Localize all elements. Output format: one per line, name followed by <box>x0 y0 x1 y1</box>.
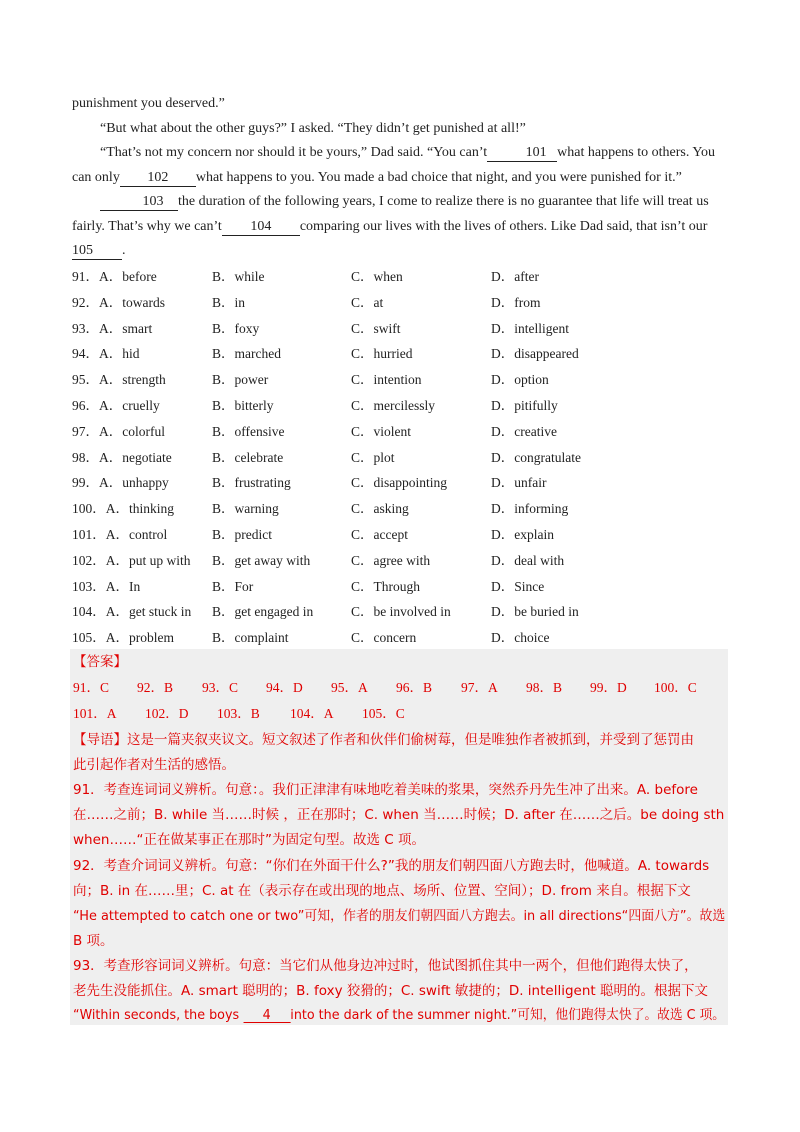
option-row-103 <box>72 574 732 600</box>
option-d: D．choice <box>491 630 550 646</box>
passage-line: can only 102 what happens to you. You made a bad choice that night, and you were punished for it.” <box>72 169 682 185</box>
passage-paragraph: “That’s not my concern nor should it be yours,” Dad said. “You can’t 101 what happens to others. You <box>100 145 716 160</box>
option-b: B．get engaged in <box>212 604 314 620</box>
option-row-100 <box>72 496 732 522</box>
option-a: 104．A．get stuck in <box>72 604 192 620</box>
answer-item: 105．C <box>362 706 405 721</box>
option-a: 92．A．towards <box>72 294 165 310</box>
option-c: C．Through <box>351 578 420 594</box>
option-row-97 <box>72 419 732 445</box>
explanation-line: 老先生没能抓住。A. smart 聪明的；B. foxy 狡猾的；C. swift 敏捷的；D. intelligent 聪明的。根据下文 <box>73 983 708 999</box>
answer-item: 103．B <box>217 706 260 721</box>
option-b: B．bitterly <box>212 397 274 413</box>
option-b: B．while <box>212 269 265 284</box>
blank-105: 105 <box>72 242 122 260</box>
options-list <box>72 264 732 651</box>
option-b: B．complaint <box>212 630 289 646</box>
answer-item: 104．A <box>290 706 334 721</box>
option-b: B．predict <box>212 526 272 542</box>
option-c: C．hurried <box>351 346 413 362</box>
option-row-104 <box>72 599 732 625</box>
option-c: C．asking <box>351 501 409 517</box>
option-d: D．explain <box>491 526 554 542</box>
answer-row-2 <box>73 703 405 725</box>
answer-item: 96．B <box>396 680 433 695</box>
option-b: B．power <box>212 372 269 388</box>
option-b: B．For <box>212 578 254 594</box>
option-a: 100．A．thinking <box>72 501 175 517</box>
option-row-94 <box>72 341 732 367</box>
passage-line: fairly. That’s why we can’t 104 comparing our lives with the lives of others. Like Dad said, that isn’t our <box>72 218 708 234</box>
option-a: 97．A．colorful <box>72 423 165 439</box>
answer-row-1 <box>73 677 697 699</box>
option-a: 98．A．negotiate <box>72 449 172 465</box>
option-a: 99．A．unhappy <box>72 475 169 491</box>
option-c: C．agree with <box>351 552 431 568</box>
option-a: 91．A．before <box>72 269 157 284</box>
option-row-99 <box>72 470 732 496</box>
option-d: D．after <box>491 269 539 284</box>
option-d: D．intelligent <box>491 320 569 336</box>
guide-line: 【导语】这是一篇夹叙夹议文。短文叙述了作者和伙伴们偷树莓，但是唯独作者被抓到，并受到了惩罚由 <box>73 732 694 748</box>
option-a: 102．A．put up with <box>72 552 191 568</box>
blank-103: 103 <box>100 193 178 211</box>
option-d: D．disappeared <box>491 346 579 362</box>
answer-item: 91．C <box>73 680 110 695</box>
option-row-95 <box>72 367 732 393</box>
explanation-line: 91．考查连词词义辨析。句意：。我们正津津有味地吃着美味的浆果，突然乔丹先生冲了出来。A. before <box>73 782 698 798</box>
option-a: 93．A．smart <box>72 320 153 336</box>
blank-101: 101 <box>487 144 557 162</box>
guide-line: 此引起作者对生活的感悟。 <box>73 757 235 773</box>
answer-item: 102．D <box>145 706 189 721</box>
option-c: C．at <box>351 294 384 310</box>
passage-line: 105 . <box>72 243 126 258</box>
option-row-93 <box>72 316 732 342</box>
explanation-line: 在……之前；B. while 当……时候 ，正在那时；C. when 当……时候；D. after 在……之后。be doing sth <box>73 807 725 823</box>
option-row-91 <box>72 264 732 290</box>
option-d: D．option <box>491 372 549 388</box>
option-c: C．violent <box>351 423 411 439</box>
explanation-line: B 项。 <box>73 933 114 949</box>
option-b: B．offensive <box>212 423 285 439</box>
option-b: B．celebrate <box>212 449 284 465</box>
answer-item: 93．C <box>202 680 239 695</box>
option-a: 105．A．problem <box>72 630 174 646</box>
option-a: 95．A．strength <box>72 372 166 388</box>
option-d: D．Since <box>491 578 545 594</box>
option-c: C．disappointing <box>351 475 448 491</box>
passage-text <box>72 92 730 264</box>
answer-section <box>70 649 728 1025</box>
explanation-line: “He attempted to catch one or two”可知，作者的朋友们朝四面八方跑去。in all directions“四面八方”。故选 <box>73 908 726 924</box>
answer-item: 97．A <box>461 680 498 695</box>
blank-104: 104 <box>222 218 300 236</box>
answer-item: 92．B <box>137 680 174 695</box>
option-row-105 <box>72 625 732 651</box>
option-c: C．mercilessly <box>351 397 435 413</box>
blank-102: 102 <box>120 169 196 187</box>
explanation-line: 向；B. in 在……里；C. at 在（表示存在或出现的地点、场所、位置、空间）；D. from 来自。根据下文 <box>73 883 691 899</box>
option-c: C．plot <box>351 449 395 465</box>
explanation-line: 92．考查介词词义辨析。句意：“你们在外面干什么?”我的朋友们朝四面八方跑去时，他喊道。A. towards <box>73 858 710 874</box>
option-b: B．foxy <box>212 320 260 336</box>
passage-line: punishment you deserved.” <box>72 96 225 111</box>
option-c: C．be involved in <box>351 604 451 620</box>
answer-item: 100．C <box>654 680 697 695</box>
option-a: 94．A．hid <box>72 346 140 362</box>
answer-item: 98．B <box>526 680 563 695</box>
option-d: D．unfair <box>491 475 547 491</box>
option-b: B．warning <box>212 501 279 517</box>
answer-item: 94．D <box>266 680 303 695</box>
option-b: B．marched <box>212 346 281 362</box>
blank-4: 4 <box>243 1008 290 1023</box>
passage-paragraph: 103 the duration of the following years, I come to realize there is no guarantee that life will treat us <box>72 190 730 215</box>
option-row-101 <box>72 522 732 548</box>
option-c: C．accept <box>351 526 408 542</box>
option-row-96 <box>72 393 732 419</box>
option-row-102 <box>72 548 732 574</box>
option-d: D．creative <box>491 423 557 439</box>
answer-item: 95．A <box>331 680 368 695</box>
option-c: C．swift <box>351 320 401 336</box>
explanation-line: 93．考查形容词词义辨析。句意：当它们从他身边冲过时，他试图抓住其中一两个，但他们跑得太快了， <box>73 958 698 974</box>
option-b: B．in <box>212 294 246 310</box>
option-a: 96．A．cruelly <box>72 397 160 413</box>
option-d: D．informing <box>491 501 569 517</box>
option-d: D．deal with <box>491 552 565 568</box>
option-d: D．pitifully <box>491 397 558 413</box>
explanation-line: when……“正在做某事正在那时”为固定句型。故选 C 项。 <box>73 832 425 848</box>
passage-paragraph: “But what about the other guys?” I asked. “They didn’t get punished at all!” <box>100 120 526 136</box>
answer-item: 101．A <box>73 706 117 721</box>
option-c: C．intention <box>351 372 422 388</box>
option-c: C．when <box>351 269 403 284</box>
option-row-98 <box>72 445 732 471</box>
option-c: C．concern <box>351 630 417 646</box>
option-b: B．frustrating <box>212 475 291 491</box>
option-a: 101．A．control <box>72 526 168 542</box>
option-row-92 <box>72 290 732 316</box>
option-b: B．get away with <box>212 552 311 568</box>
explanation-line: “Within seconds, the boys 4 into the dark of the summer night.”可知，他们跑得太快了。故选 C 项。 <box>73 1007 726 1023</box>
answer-item: 99．D <box>590 680 627 695</box>
option-a: 103．A．In <box>72 578 141 594</box>
option-d: D．from <box>491 294 541 310</box>
option-d: D．congratulate <box>491 449 581 465</box>
answer-heading: 【答案】 <box>73 654 127 670</box>
option-d: D．be buried in <box>491 604 579 620</box>
